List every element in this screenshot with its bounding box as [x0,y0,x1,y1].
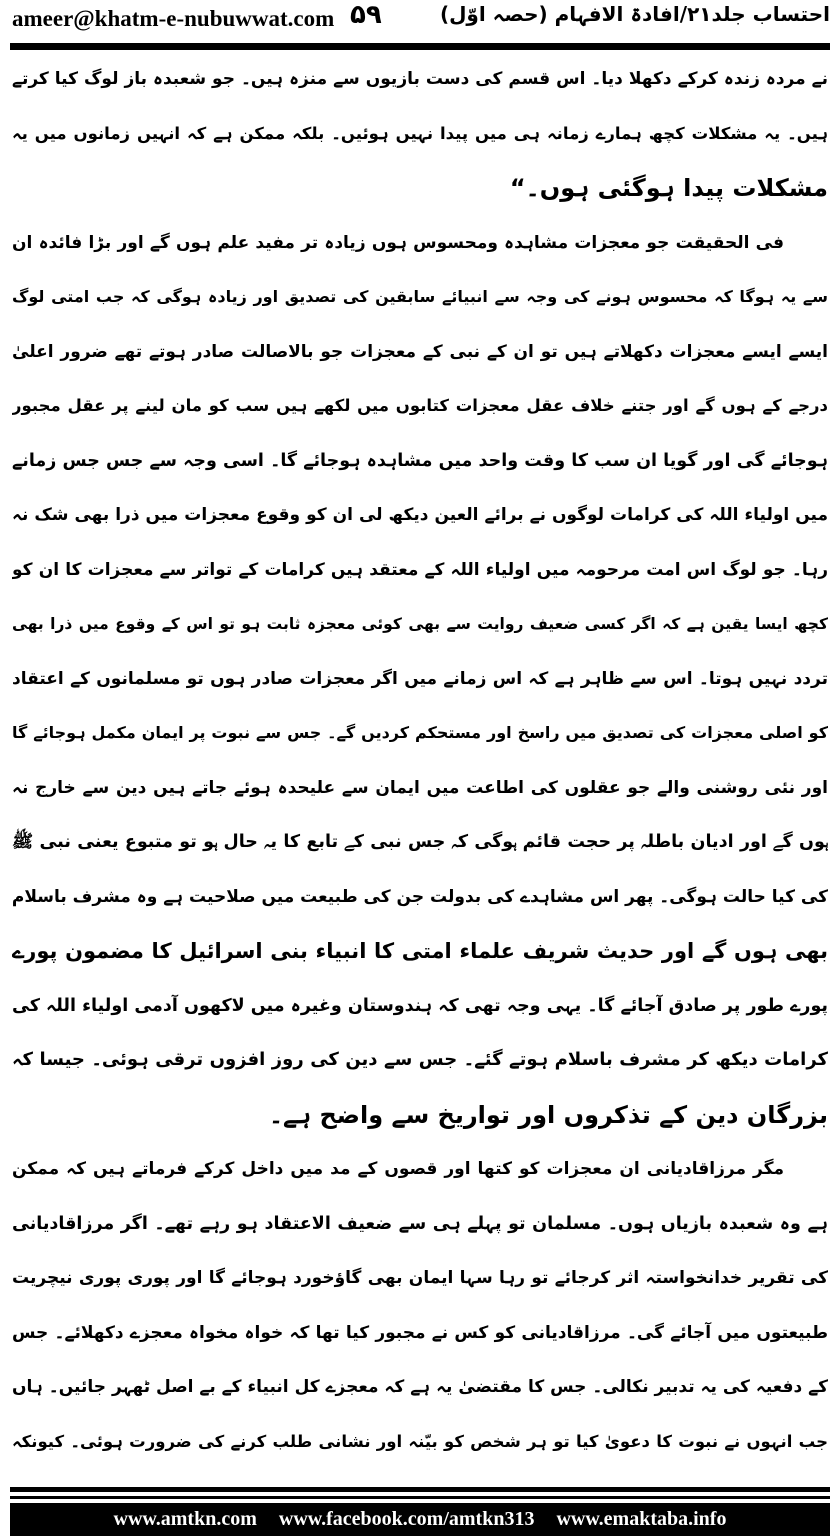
footer-bar [10,1503,830,1536]
text-line: کچھ ایسا یقین ہے کہ اگر کسی ضعیف روایت سے بھی کوئی معجزہ ثابت ہو تو اس کے وقوع میں ذرا بھی [12,615,828,633]
text-line: فی الحقیقت جو معجزات مشاہدہ ومحسوس ہوں زیادہ تر مفید علم ہوں گے اور بڑا فائدہ ان [12,232,784,253]
footer-divider-thin [10,1496,830,1499]
text-line: کے دفعیہ کی یہ تدبیر نکالی۔ جس کا مقتضیٰ یہ ہے کہ معجزے کل انبیاء کے بے اصل ٹھہر جائیں۔ ہاں [12,1377,828,1397]
text-line: مشکلات پیدا ہوگئی ہوں۔“ [509,174,828,202]
text-line: نے مردہ زندہ کرکے دکھلا دیا۔ اس قسم کی دست بازیوں سے منزہ ہیں۔ جو شعبدہ باز لوگ کیا کرتے [12,69,828,89]
page-header [0,0,840,44]
text-line: ہوجائے گی اور گویا ان سب کا وقت واحد میں مشاہدہ ہوجائے گا۔ اسی وجہ سے جس جس زمانے [12,450,828,471]
text-line: اور نئی روشنی والے جو عقلوں کی اطاعت میں ایمان سے علیحدہ ہوئے جاتے ہیں دین سے خارج نہ [12,777,828,798]
text-line: رہا۔ جو لوگ اس امت مرحومہ میں اولیاء اللہ کے معتقد ہیں کرامات کے تواتر سے معجزات کا ان کو [12,559,828,580]
text-line: کی تقریر خدانخواستہ اثر کرجائے تو رہا سہا ایمان بھی گاؤخورد ہوجائے گا اور پوری پوری نیچریت [12,1268,828,1288]
text-line: کرامات دیکھ کر مشرف باسلام ہوتے گئے۔ جس سے دین کی روز افزوں ترقی ہوئی۔ جیسا کہ [12,1049,828,1070]
paragraph [12,52,828,216]
text-line: بزرگان دین کے تذکروں اور تواریخ سے واضح ہے۔ [268,1100,828,1129]
text-line: تردد نہیں ہوتا۔ اس سے ظاہر ہے کہ اس زمانے میں اگر معجزات صادر ہوں تو مسلمانوں کے اعتقاد [12,668,828,689]
text-line: سے یہ ہوگا کہ محسوس ہونے کی وجہ سے انبیائے سابقین کی تصدیق اور زیادہ ہوگی کہ جب امتی لوگ [12,287,828,306]
header-email: ameer@khatm-e-nubuwwat.com [12,6,335,31]
text-line: جب انہوں نے نبوت کا دعویٰ کیا تو ہر شخص کو بیّنہ اور نشانی طلب کرنے کی ضرورت ہوئی۔ کیونکہ [12,1431,828,1451]
text-line: کو اصلی معجزات کی تصدیق میں راسخ اور مستحکم کردیں گے۔ جس سے نبوت پر ایمان مکمل ہوجائے گا [12,723,828,742]
text-line: مگر مرزاقادیانی ان معجزات کو کتھا اور قصوں کے مد میں داخل کرکے فرماتے ہیں کہ ممکن [12,1159,784,1179]
footer-divider [10,1487,830,1492]
header-divider [10,43,830,50]
book-title: احتساب جلد۲۱/افادۃ الافہام (حصہ اوّل) [439,2,830,26]
text-line: طبیعتوں میں آجائے گی۔ مرزاقادیانی کو کس نے مجبور کیا تھا کہ خواہ مخواہ معجزے دکھلائے۔ جس [12,1322,828,1343]
page-body [12,52,828,1469]
footer-link-amtkn[interactable]: www.amtkn.com [113,1508,257,1530]
text-line: بھی ہوں گے اور حدیث شریف علماء امتی کا انبیاء بنی اسرائیل کا مضمون پورے [12,939,828,963]
text-line: ایسے ایسے معجزات دکھلاتے ہیں تو ان کے نبی کے معجزات جو بالاصالت صادر ہوتے تھے ضرور اعلیٰ [12,341,828,362]
text-line: درجے کے ہوں گے اور جتنے خلاف عقل معجزات کتابوں میں لکھے ہیں سب کو مان لینے پر عقل مجبور [12,396,828,415]
text-line: ہے وہ شعبدہ بازیاں ہوں۔ مسلمان تو پہلے ہی سے ضعیف الاعتقاد ہو رہے تھے۔ اگر مرزاقادیانی [12,1213,828,1234]
page-number: ۵۹ [350,0,382,30]
text-line: پورے طور پر صادق آجائے گا۔ یہی وجہ تھی کہ ہندوستان وغیرہ میں لاکھوں آدمی اولیاء اللہ کی [12,995,828,1016]
paragraph [12,1142,828,1469]
text-line: میں اولیاء اللہ کی کرامات لوگوں نے برائے العین دیکھ لی ان کو وقوع معجزات میں ذرا بھی شک نہ [12,505,828,525]
text-line: کی کیا حالت ہوگی۔ پھر اس مشاہدے کی بدولت جن کی طبیعت میں صلاحیت ہے وہ مشرف باسلام [12,886,828,907]
footer-link-emaktaba[interactable]: www.emaktaba.info [556,1508,727,1530]
text-line: ہیں۔ یہ مشکلات کچھ ہمارے زمانہ ہی میں پیدا نہیں ہوئیں۔ بلکہ ممکن ہے کہ انہیں زمانوں میں یہ [12,123,828,143]
footer-link-facebook[interactable]: www.facebook.com/amtkn313 [278,1508,535,1530]
paragraph [12,216,828,1143]
text-line: ہوں گے اور ادیان باطلہ پر حجت قائم ہوگی کہ جس نبی کے تابع کا یہ حال ہو تو متبوع یعنی نبی ﷺ [12,832,828,852]
